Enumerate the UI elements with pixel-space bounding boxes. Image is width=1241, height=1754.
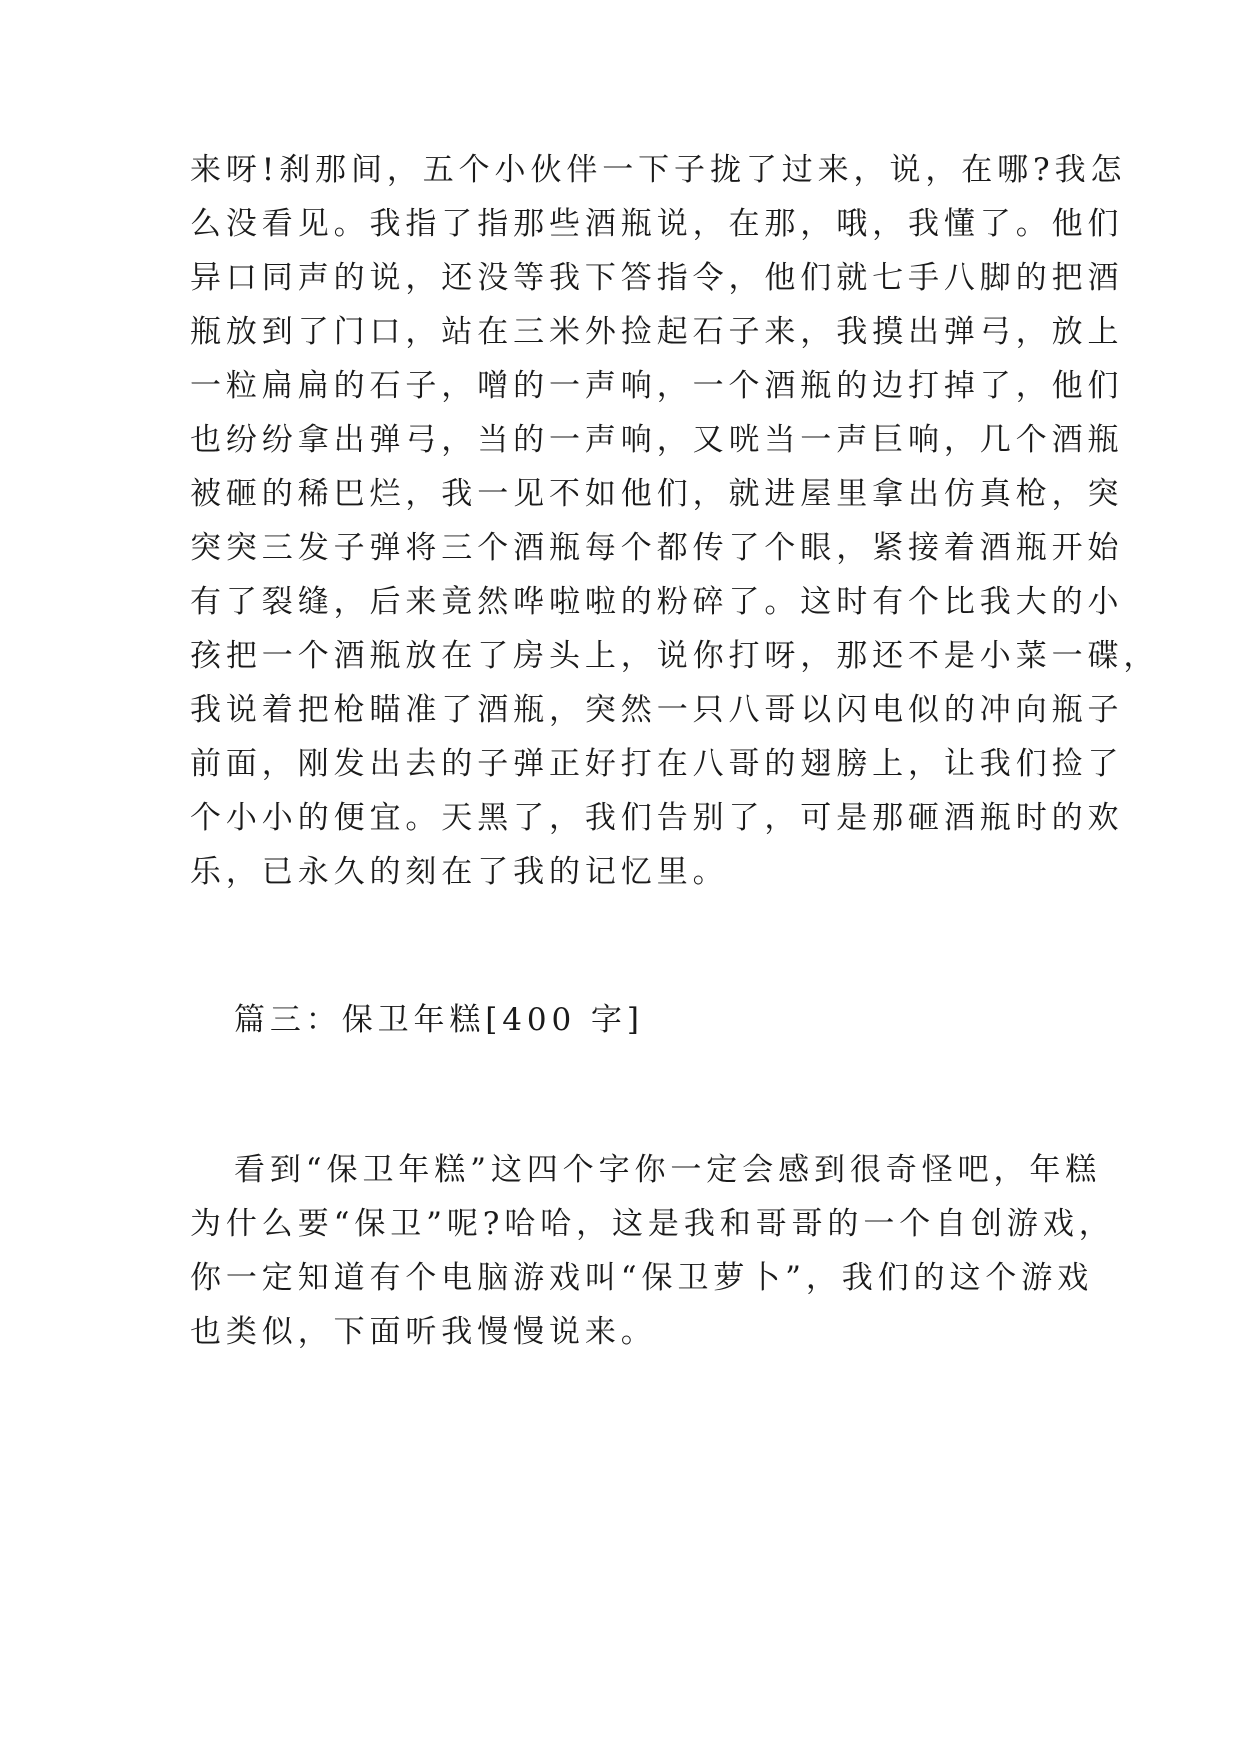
body-text-line: 有了裂缝，后来竟然哗啦啦的粉碎了。这时有个比我大的小 xyxy=(190,584,1124,620)
body-text-line: 也纷纷拿出弹弓，当的一声响，又咣当一声巨响，几个酒瓶 xyxy=(190,422,1124,458)
body-text-line: 也类似，下面听我慢慢说来。 xyxy=(190,1314,657,1350)
body-text-line: 你一定知道有个电脑游戏叫“保卫萝卜”，我们的这个游戏 xyxy=(190,1260,1094,1296)
body-text-line: 突突三发子弹将三个酒瓶每个都传了个眼，紧接着酒瓶开始 xyxy=(190,530,1124,566)
section-heading: 篇三：保卫年糕[400 字] xyxy=(234,1002,644,1038)
body-text-line: 我说着把枪瞄准了酒瓶，突然一只八哥以闪电似的冲向瓶子 xyxy=(190,692,1124,728)
body-text-line: 被砸的稀巴烂，我一见不如他们，就进屋里拿出仿真枪，突 xyxy=(190,476,1124,512)
body-text-line: 乐，已永久的刻在了我的记忆里。 xyxy=(190,854,729,890)
body-text-line: 来呀!刹那间，五个小伙伴一下子拢了过来，说，在哪?我怎 xyxy=(190,152,1127,188)
body-text-line: 一粒扁扁的石子，噌的一声响，一个酒瓶的边打掉了，他们 xyxy=(190,368,1124,404)
body-text-line: 看到“保卫年糕”这四个字你一定会感到很奇怪吧，年糕 xyxy=(234,1152,1102,1188)
body-text-line: 瓶放到了门口，站在三米外捡起石子来，我摸出弹弓，放上 xyxy=(190,314,1124,350)
body-text-line: 个小小的便宜。天黑了，我们告别了，可是那砸酒瓶时的欢 xyxy=(190,800,1124,836)
body-text-line: 为什么要“保卫”呢?哈哈，这是我和哥哥的一个自创游戏， xyxy=(190,1206,1115,1242)
body-text-line: 孩把一个酒瓶放在了房头上，说你打呀，那还不是小菜一碟， xyxy=(190,638,1160,674)
body-text-line: 么没看见。我指了指那些酒瓶说，在那，哦，我懂了。他们 xyxy=(190,206,1124,242)
body-text-line: 异口同声的说，还没等我下答指令，他们就七手八脚的把酒 xyxy=(190,260,1124,296)
body-text-line: 前面，刚发出去的子弹正好打在八哥的翅膀上，让我们捡了 xyxy=(190,746,1124,782)
